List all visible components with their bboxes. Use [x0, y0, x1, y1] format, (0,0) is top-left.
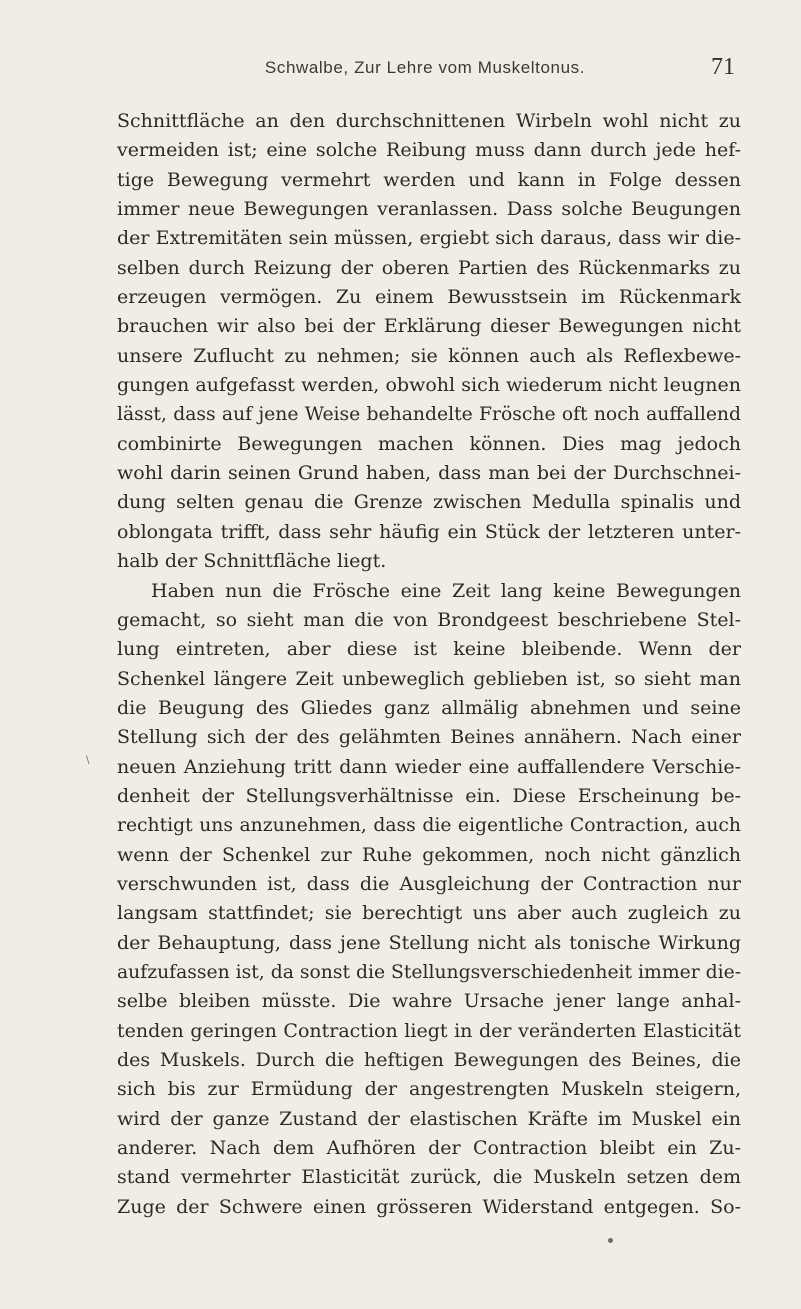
margin-mark: \ [86, 755, 90, 766]
text-line: lung eintreten, aber diese ist keine bleibende. Wenn der [117, 638, 741, 661]
text-line: brauchen wir also bei der Erklärung dieser Bewegungen nicht [117, 315, 741, 338]
text-line: selbe bleiben müsste. Die wahre Ursache jener lange anhal- [117, 990, 741, 1013]
text-line: denheit der Stellungsverhältnisse ein. Diese Erscheinung be- [117, 784, 741, 807]
running-title: Schwalbe, Zur Lehre vom Muskeltonus. [264, 58, 586, 77]
text-line: Schenkel längere Zeit unbeweglich geblieben ist, so sieht man [117, 667, 741, 690]
text-line: rechtigt uns anzunehmen, dass die eigentliche Contraction, auch [117, 815, 741, 837]
text-line: immer neue Bewegungen veranlassen. Dass solche Beugungen [117, 198, 741, 221]
text-line: wenn der Schenkel zur Ruhe gekommen, noch nicht gänzlich [117, 843, 741, 866]
text-line: gungen aufgefasst werden, obwohl sich wiederum nicht leugnen [117, 374, 741, 397]
text-line: Schnittfläche an den durchschnittenen Wirbeln wohl nicht zu [117, 110, 741, 132]
text-line: der Behauptung, dass jene Stellung nicht als tonische Wirkung [117, 931, 741, 954]
text-line: langsam stattfindet; sie berechtigt uns aber auch zugleich zu [117, 902, 741, 925]
text-line: tenden geringen Contraction liegt in der veränderten Elasticität [117, 1019, 741, 1042]
text-line: anderer. Nach dem Aufhören der Contraction bleibt ein Zu- [117, 1137, 741, 1160]
text-line: lässt, dass auf jene Weise behandelte Frösche oft noch auffallend [117, 404, 741, 426]
text-line: selben durch Reizung der oberen Partien des Rückenmarks zu [117, 256, 741, 279]
text-line: gemacht, so sieht man die von Brondgeest beschriebene Stel- [117, 608, 741, 631]
text-line: der Extremitäten sein müssen, ergiebt sich daraus, dass wir die- [117, 227, 741, 250]
page-number: 71 [711, 54, 735, 80]
text-line: sich bis zur Ermüdung der angestrengten Muskeln steigern, [117, 1078, 741, 1101]
text-line: erzeugen vermögen. Zu einem Bewusstsein im Rückenmark [117, 286, 741, 309]
paragraph-start-line: Haben nun die Frösche eine Zeit lang keine Bewegungen [151, 579, 741, 602]
text-line: oblongata trifft, dass sehr häufig ein Stück der letzteren unter- [117, 520, 741, 543]
text-line: tige Bewegung vermehrt werden und kann in Folge dessen [117, 168, 741, 191]
text-line: dung selten genau die Grenze zwischen Medulla spinalis und [117, 491, 741, 514]
body-text [117, 107, 741, 1222]
paragraph-end-line: halb der Schnittfläche liegt. [117, 550, 387, 573]
text-line: wird der ganze Zustand der elastischen Kräfte im Muskel ein [117, 1107, 741, 1130]
text-line: Zuge der Schwere einen grösseren Widerstand entgegen. So- [117, 1195, 741, 1218]
text-line: des Muskels. Durch die heftigen Bewegungen des Beines, die [117, 1049, 741, 1071]
text-line: wohl darin seinen Grund haben, dass man bei der Durchschnei- [117, 462, 741, 485]
text-line: vermeiden ist; eine solche Reibung muss dann durch jede hef- [117, 139, 741, 162]
text-line: neuen Anziehung tritt dann wieder eine auffallendere Verschie- [117, 755, 741, 778]
text-line: Stellung sich der des gelähmten Beines annähern. Nach einer [117, 726, 741, 749]
text-line: unsere Zuflucht zu nehmen; sie können auch als Reflexbewe- [117, 344, 741, 367]
text-line: combinirte Bewegungen machen können. Dies mag jedoch [117, 432, 741, 455]
text-line: verschwunden ist, dass die Ausgleichung der Contraction nur [117, 872, 741, 895]
text-line: aufzufassen ist, da sonst die Stellungsverschiedenheit immer die- [117, 961, 742, 983]
ink-speck [608, 1238, 613, 1243]
running-head [115, 54, 735, 88]
text-line: stand vermehrter Elasticität zurück, die Muskeln setzen dem [117, 1166, 741, 1189]
text-line: die Beugung des Gliedes ganz allmälig abnehmen und seine [117, 696, 741, 719]
